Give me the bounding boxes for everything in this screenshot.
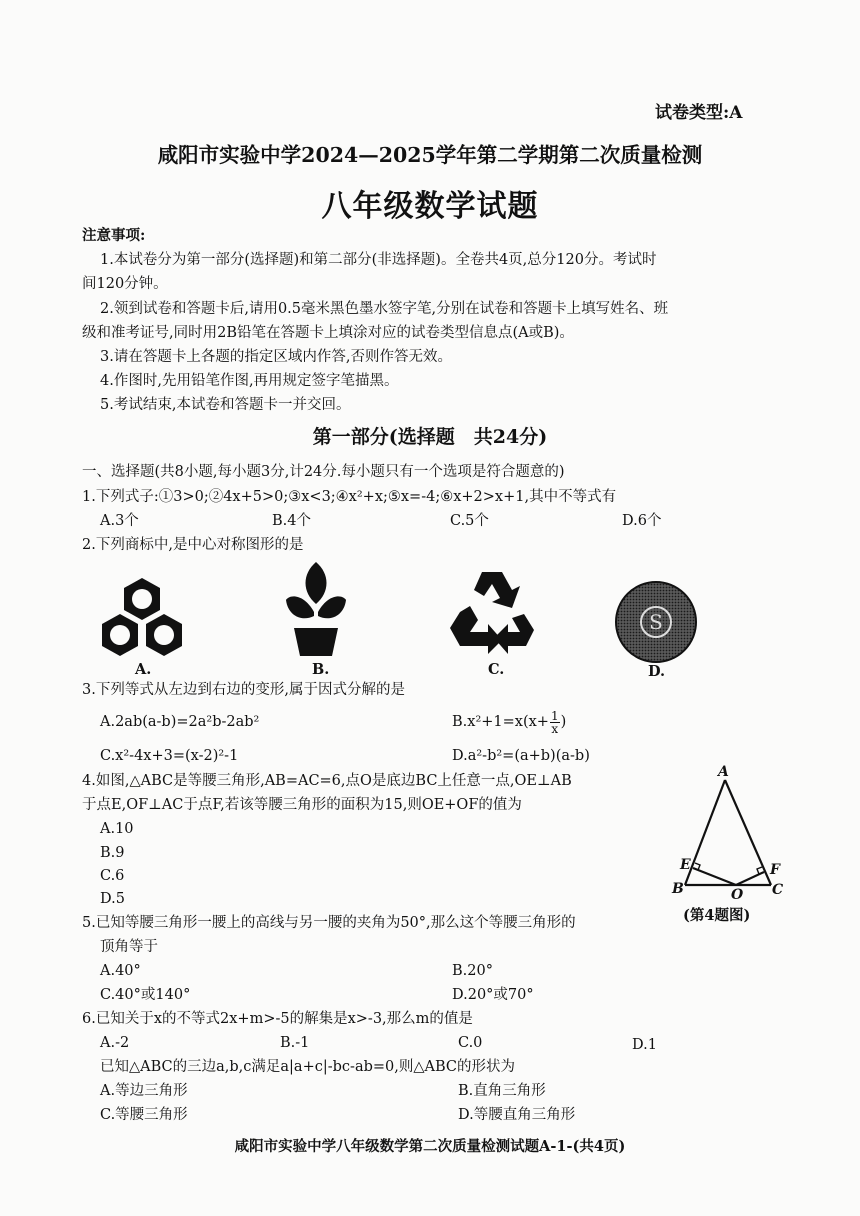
q2-stem: 2.下列商标中,是中心对称图形的是: [82, 537, 304, 553]
q4-point-b: B: [672, 881, 684, 897]
q7-option-a: A.等边三角形: [100, 1083, 188, 1099]
paper-type: 试卷类型:A: [655, 103, 743, 123]
q1-option-a: A.3个: [100, 513, 139, 529]
q4-stem-line2: 于点E,OF⊥AC于点F,若该等腰三角形的面积为15,则OE+OF的值为: [82, 797, 522, 813]
q3-option-b-post: ): [560, 714, 567, 730]
q4-point-f: F: [770, 862, 780, 878]
page-title: 八年级数学试题: [321, 189, 539, 224]
q6-stem: 6.已知关于x的不等式2x+m>-5的解集是x>-3,那么m的值是: [82, 1011, 473, 1027]
q3-option-b-fraction: [550, 710, 560, 735]
q4-segment-ab: [685, 780, 725, 885]
logo-d-letter: S: [649, 610, 663, 634]
q3-option-b-denominator: x: [551, 721, 559, 736]
q6-option-a: A.-2: [100, 1035, 130, 1051]
note-2a: 2.领到试卷和答题卡后,请用0.5毫米黑色墨水签字笔,分别在试卷和答题卡上填写姓名、班: [100, 301, 669, 317]
q2-option-a: A.: [135, 661, 152, 678]
q4-option-c: C.6: [100, 868, 125, 884]
q7-stem: 已知△ABC的三边a,b,c满足a|a+c|-bc-ab=0,则△ABC的形状为: [100, 1059, 515, 1075]
q3-option-a: A.2ab(a-b)=2a²b-2ab²: [100, 714, 260, 730]
note-1a: 1.本试卷分为第一部分(选择题)和第二部分(非选择题)。全卷共4页,总分120分。考试时: [100, 252, 657, 268]
q2-option-c: C.: [488, 661, 505, 678]
q4-option-a: A.10: [100, 821, 134, 837]
q5-option-d: D.20°或70°: [452, 987, 534, 1003]
q4-option-b: B.9: [100, 845, 125, 861]
q7-option-c: C.等腰三角形: [100, 1107, 188, 1123]
q3-option-b: [452, 706, 566, 738]
q4-triangle-figure: [668, 764, 798, 924]
q4-stem-line1: 4.如图,△ABC是等腰三角形,AB=AC=6,点O是底边BC上任意一点,OE⊥AB: [82, 773, 572, 789]
note-2b: 级和准考证号,同时用2B铅笔在答题卡上填涂对应的试卷类型信息点(A或B)。: [82, 325, 574, 341]
logo-a-hexagons-icon: [96, 576, 188, 656]
q5-option-a: A.40°: [100, 963, 141, 979]
logo-b-sprout-icon: [286, 560, 346, 658]
q4-point-a: A: [718, 764, 729, 780]
q2-option-b: B.: [312, 661, 330, 678]
q5-stem-line1: 5.已知等腰三角形一腰上的高线与另一腰的夹角为50°,那么这个等腰三角形的: [82, 915, 576, 931]
q1-option-c: C.5个: [450, 513, 489, 529]
q4-point-o: O: [731, 887, 744, 903]
q3-option-c: C.x²-4x+3=(x-2)²-1: [100, 748, 239, 764]
q3-option-d: D.a²-b²=(a+b)(a-b): [452, 748, 590, 764]
q5-stem-line2: 顶角等于: [100, 939, 158, 955]
q3-stem: 3.下列等式从左边到右边的变形,属于因式分解的是: [82, 682, 405, 698]
q4-point-e: E: [680, 857, 691, 873]
q4-segment-ac: [725, 780, 771, 885]
q4-segment-of: [736, 872, 764, 885]
q1-stem: 1.下列式子:①3>0;②4x+5>0;③x<3;④x²+x;⑤x=-4;⑥x+2>x+1,其中不等式有: [82, 489, 617, 505]
q7-option-b: B.直角三角形: [458, 1083, 546, 1099]
q4-point-c: C: [772, 882, 784, 898]
note-1b: 间120分钟。: [82, 276, 168, 292]
page-footer: 咸阳市实验中学八年级数学第二次质量检测试题A-1-(共4页): [234, 1138, 626, 1155]
q6-option-b: B.-1: [280, 1035, 310, 1051]
part1-title: 第一部分(选择题 共24分): [312, 426, 548, 448]
q6-option-d: D.1: [632, 1037, 657, 1053]
note-4: 4.作图时,先用铅笔作图,再用规定签字笔描黑。: [100, 373, 399, 389]
q5-option-c: C.40°或140°: [100, 987, 191, 1003]
q5-option-b: B.20°: [452, 963, 493, 979]
section-intro: 一、选择题(共8小题,每小题3分,计24分.每小题只有一个选项是符合题意的): [82, 464, 565, 480]
logo-d-circle-s-icon: [614, 580, 698, 664]
q4-segment-oe: [693, 868, 736, 885]
notes-heading: 注意事项:: [82, 227, 146, 244]
school-title: 咸阳市实验中学2024—2025学年第二学期第二次质量检测: [157, 143, 703, 167]
q7-option-d: D.等腰直角三角形: [458, 1107, 576, 1123]
q3-option-b-numerator: 1: [550, 708, 559, 723]
q1-option-b: B.4个: [272, 513, 311, 529]
logo-c-recycle-icon: [448, 566, 536, 654]
q3-option-b-pre: B.x²+1=x(x+: [452, 714, 549, 730]
q1-option-d: D.6个: [622, 513, 662, 529]
q6-option-c: C.0: [458, 1035, 483, 1051]
q4-figure-caption: (第4题图): [683, 907, 751, 924]
note-3: 3.请在答题卡上各题的指定区域内作答,否则作答无效。: [100, 349, 452, 365]
q2-option-d: D.: [648, 663, 666, 680]
note-5: 5.考试结束,本试卷和答题卡一并交回。: [100, 397, 351, 413]
q4-option-d: D.5: [100, 891, 125, 907]
